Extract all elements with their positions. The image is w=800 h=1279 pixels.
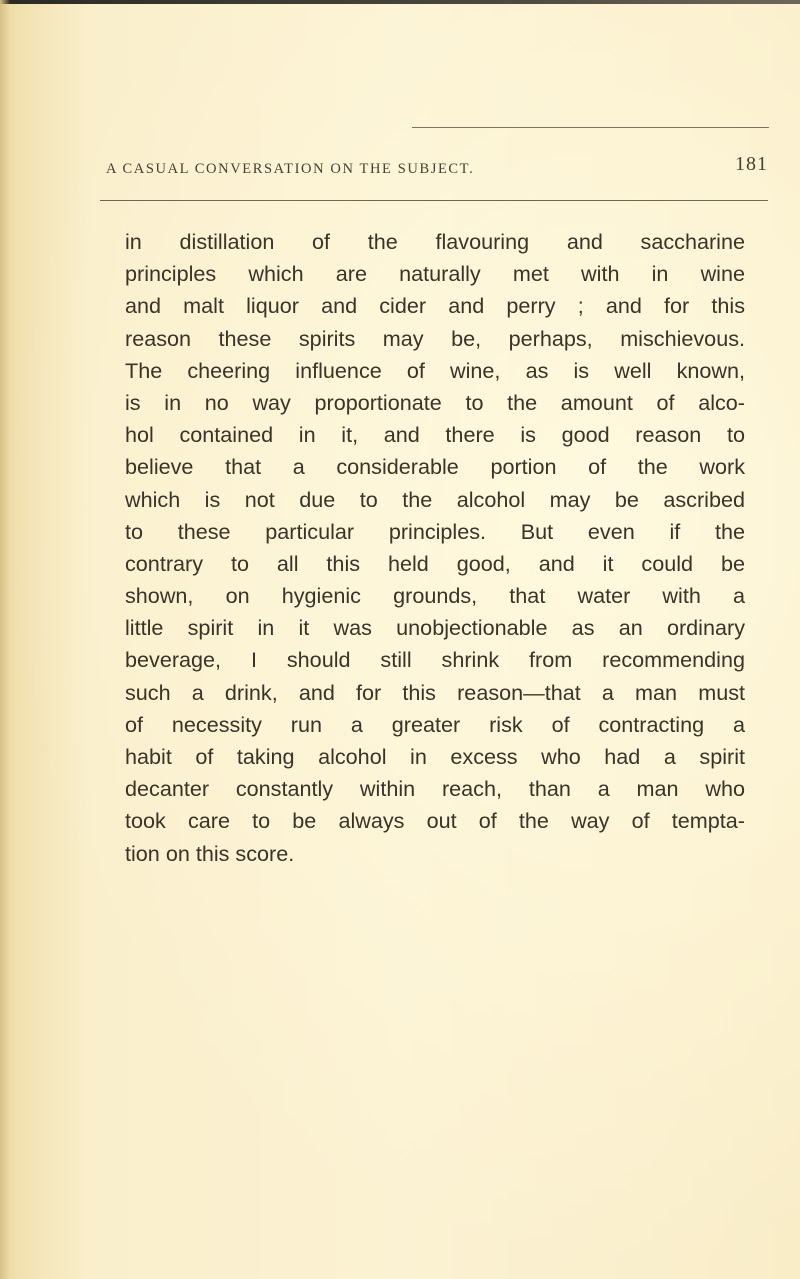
text-line: little spirit in it was unobjectionable as an ordinary xyxy=(125,615,745,641)
text-line: beverage, I should still shrink from recommending xyxy=(125,647,745,673)
text-line: habit of taking alcohol in excess who had a spirit xyxy=(125,744,745,769)
text-line: of necessity run a greater risk of contracting a xyxy=(125,711,745,737)
text-line: is in no way proportionate to the amount of alco- xyxy=(125,389,745,415)
page-gutter-shadow xyxy=(0,0,10,1279)
text-line: principles which are naturally met with in wine xyxy=(125,261,745,287)
text-line: contrary to all this held good, and it could be xyxy=(125,550,745,576)
text-line: hol contained in it, and there is good reason to xyxy=(125,422,745,448)
page-number: 181 xyxy=(735,153,768,175)
header-rule-top xyxy=(412,127,769,128)
text-line: to these particular principles. But even if the xyxy=(125,518,745,544)
running-head-title: A CASUAL CONVERSATION ON THE SUBJECT. xyxy=(106,161,475,177)
running-head xyxy=(106,153,786,178)
text-line: tion on this score. xyxy=(125,840,295,866)
text-line: decanter constantly within reach, than a man who xyxy=(125,776,745,802)
body-paragraph xyxy=(125,226,745,870)
text-line: believe that a considerable portion of the work xyxy=(125,454,745,480)
text-line: which is not due to the alcohol may be ascribed xyxy=(125,486,745,512)
page-top-edge xyxy=(0,0,800,4)
text-line: took care to be always out of the way of tempta- xyxy=(125,808,745,834)
text-line: and malt liquor and cider and perry ; and for this xyxy=(125,293,745,319)
text-line: such a drink, and for this reason—that a man must xyxy=(125,679,745,705)
header-rule-bottom xyxy=(100,200,768,201)
text-line: The cheering influence of wine, as is well known, xyxy=(125,357,745,383)
text-line: reason these spirits may be, perhaps, mischievous. xyxy=(125,325,745,351)
text-line: shown, on hygienic grounds, that water with a xyxy=(125,583,745,609)
text-line: in distillation of the flavouring and saccharine xyxy=(125,229,745,254)
